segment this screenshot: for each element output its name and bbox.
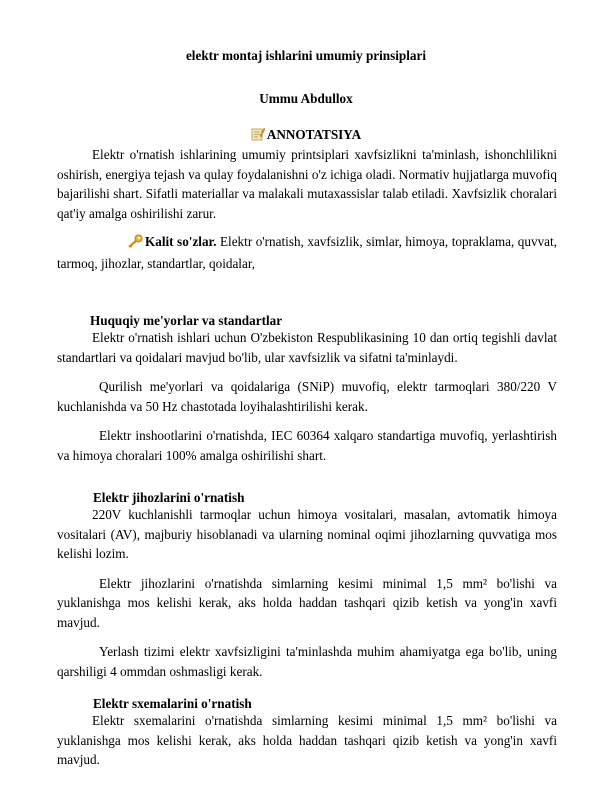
section-heading: Elektr sxemalarini o'rnatish xyxy=(93,696,252,711)
annotation-paragraph: Elektr o'rnatish ishlarining umumiy printsiplari xavfsizlikni ta'minlash, ishonchlilikni oshirish, energiya tejash va qulay foydalanishni o'z ichiga oladi. Normativ hujjatlarga muvofiq bajarilishi shart. Sifatli materiallar va malakali mutaxassislar talab etiladi. Xavfsizlik choralari qat'iy amalga oshirilishi zarur. xyxy=(57,147,557,221)
section-paragraph: Qurilish me'yorlari va qoidalariga (SNiP) muvofiq, elektr tarmoqlari 380/220 V kuchlanishda va 50 Hz chastotada loyihalashtirilishi kerak. xyxy=(57,379,557,414)
annotation-heading-text: ANNOTATSIYA xyxy=(266,127,362,142)
key-icon xyxy=(92,234,143,254)
section-paragraph: Yerlash tizimi elektr xavfsizligini ta'minlashda muhim ahamiyatga ega bo'lib, uning qarshiligi 4 ommdan oshmasligi kerak. xyxy=(57,644,557,679)
section-paragraph: Elektr jihozlarini o'rnatishda simlarning kesimi minimal 1,5 mm² bo'lishi va yuklanishga mos kelishi kerak, aks holda haddan tashqari qizib ketish va yong'in xavfi mavjud. xyxy=(57,575,557,630)
section-heading: Huquqiy me'yorlar va standartlar xyxy=(90,313,283,328)
keywords-block xyxy=(57,232,557,273)
section-3-body xyxy=(57,711,557,770)
section-1-body xyxy=(57,328,557,465)
document-author: Ummu Abdullox xyxy=(259,91,353,106)
section-paragraph: 220V kuchlanishli tarmoqlar uchun himoya vositalari, masalan, avtomatik himoya vositalari (AV), majburiy hisoblanadi va ularning nominal oqimi jihozlarning quvvatiga mos kelishi lozim. xyxy=(57,507,557,561)
annotation-block xyxy=(57,145,557,223)
annotation-heading xyxy=(0,127,612,145)
section-2-body xyxy=(57,505,557,681)
document-title: elektr montaj ishlarini umumiy prinsiplari xyxy=(185,48,427,63)
keywords-text: Elektr o'rnatish, xavfsizlik, simlar, himoya, topraklama, quvvat, tarmoq, jihozlar, standartlar, qoidalar, xyxy=(57,234,557,271)
keywords-paragraph xyxy=(57,232,557,273)
section-paragraph: Elektr inshootlarini o'rnatishda, IEC 60364 xalqaro standartiga muvofiq, yerlashtirish va himoya choralari 100% amalga oshirilishi shart. xyxy=(57,428,557,463)
keywords-label: Kalit so'zlar. xyxy=(145,234,217,249)
memo-icon xyxy=(251,127,265,145)
section-paragraph: Elektr o'rnatish ishlari uchun O'zbekiston Respublikasining 10 dan ortiq tegishli davlat standartlari va qoidalari mavjud bo'lib, ular xavfsizlik va sifatni ta'minlaydi. xyxy=(57,330,557,365)
section-paragraph: Elektr sxemalarini o'rnatishda simlarning kesimi minimal 1,5 mm² bo'lishi va yuklanishga mos kelishi kerak, aks holda haddan tashqari qizib ketish va yong'in xavfi mavjud. xyxy=(57,713,557,767)
section-heading: Elektr jihozlarini o'rnatish xyxy=(93,490,245,505)
